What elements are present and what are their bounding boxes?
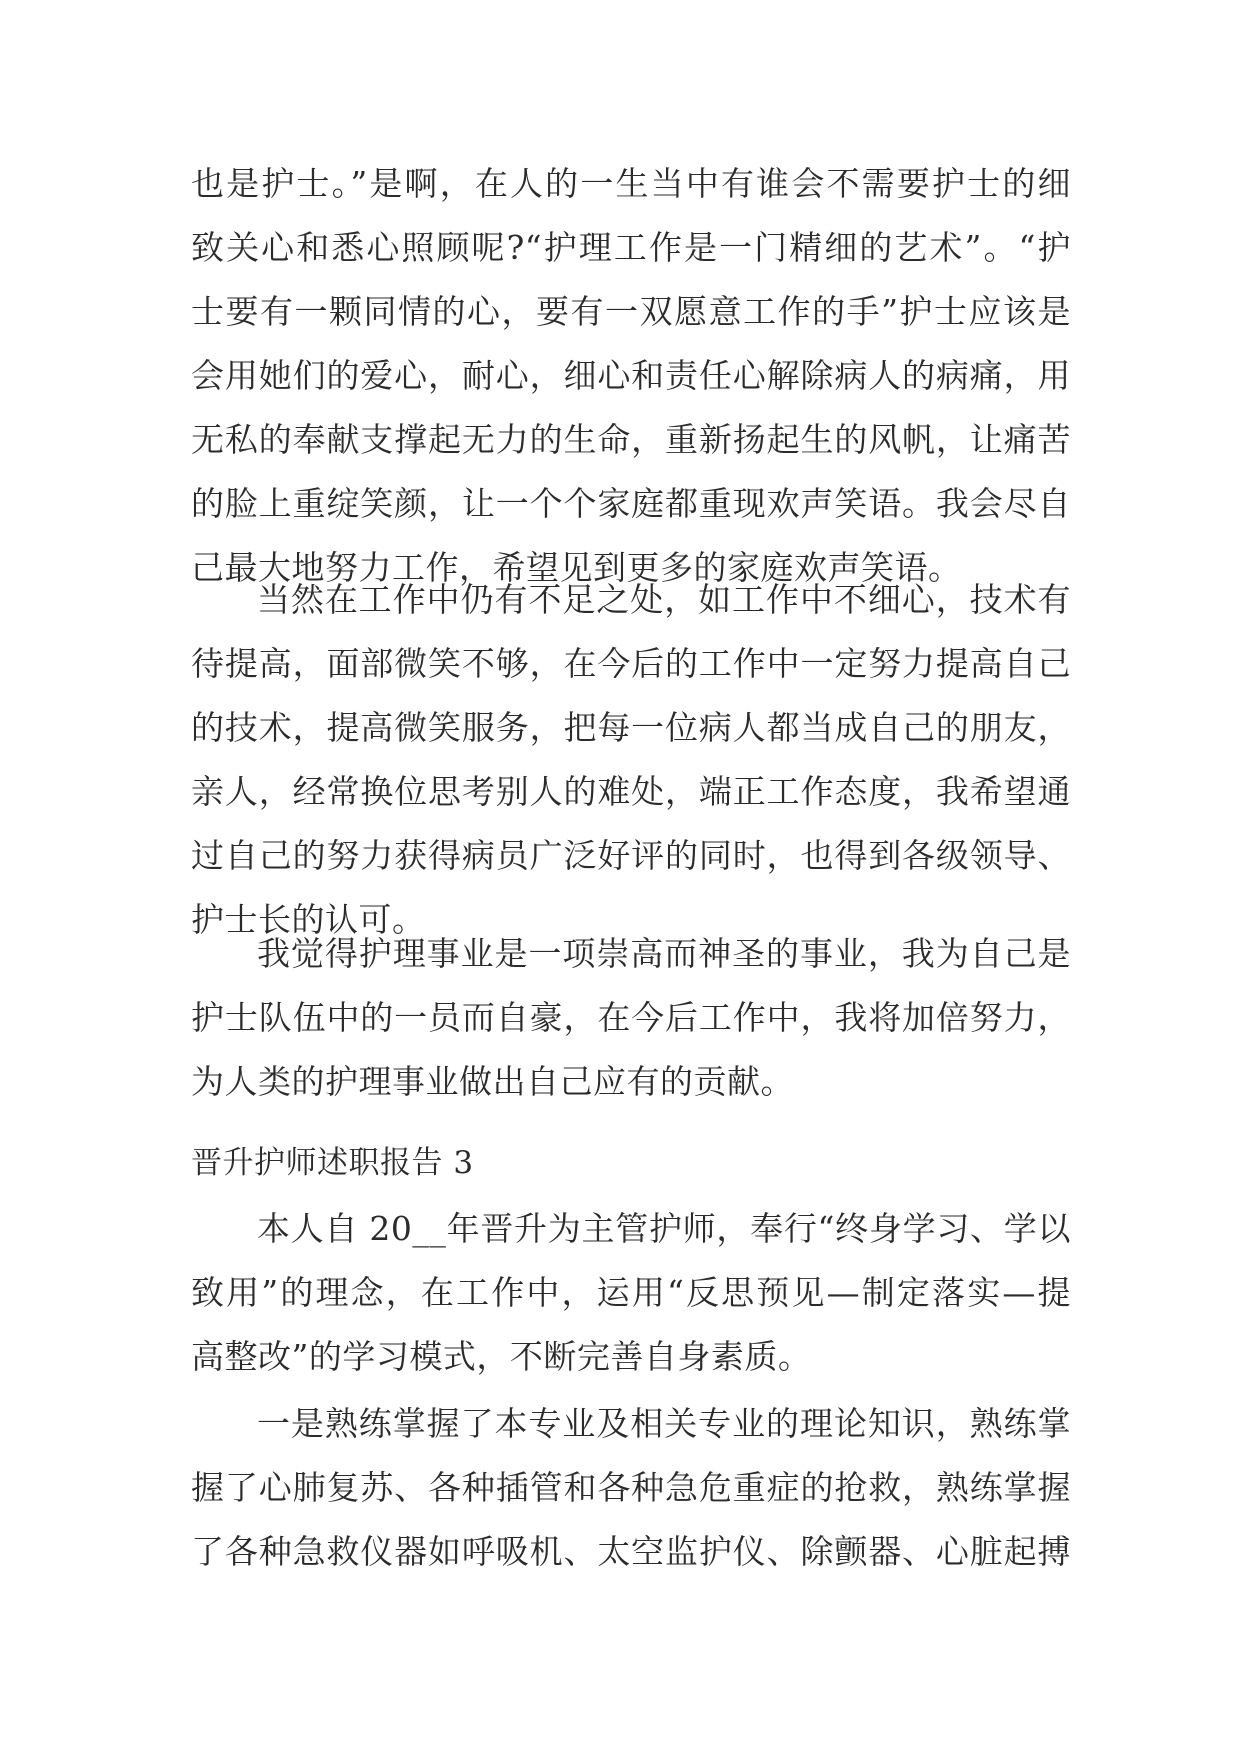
- text-line: 的技术，提高微笑服务，把每一位病人都当成自己的朋友，: [191, 708, 1071, 747]
- paragraph-3: [191, 922, 1071, 1114]
- text-line: 护士长的认可。: [191, 900, 426, 939]
- text-line: 的脸上重绽笑颜，让一个个家庭都重现欢声笑语。我会尽自: [191, 484, 1071, 523]
- section-heading: 晋升护师述职报告 3: [191, 1145, 474, 1181]
- text-line: 当然在工作中仍有不足之处，如工作中不细心，技术有: [257, 580, 1071, 619]
- text-line: 致用”的理念，在工作中，运用“反思预见—制定落实—提: [191, 1273, 1071, 1312]
- paragraph-5: [191, 1392, 1071, 1584]
- text-line: 我觉得护理事业是一项崇高而神圣的事业，我为自己是: [257, 934, 1071, 973]
- text-line: 握了心肺复苏、各种插管和各种急危重症的抢救，熟练掌握: [191, 1468, 1071, 1507]
- text-line: 本人自 20__年晋升为主管护师，奉行“终身学习、学以: [257, 1209, 1071, 1248]
- text-line: 会用她们的爱心，耐心，细心和责任心解除病人的病痛，用: [191, 356, 1071, 395]
- text-line: 致关心和悉心照顾呢?“护理工作是一门精细的艺术”。“护: [191, 228, 1071, 267]
- text-line: 也是护士。”是啊，在人的一生当中有谁会不需要护士的细: [191, 164, 1071, 203]
- text-line: 护士队伍中的一员而自豪，在今后工作中，我将加倍努力，: [191, 998, 1071, 1037]
- paragraph-2: [191, 568, 1071, 952]
- text-line: 为人类的护理事业做出自己应有的贡献。: [191, 1062, 794, 1101]
- text-line: 一是熟练掌握了本专业及相关专业的理论知识，熟练掌: [257, 1404, 1071, 1443]
- text-line: 士要有一颗同情的心，要有一双愿意工作的手”护士应该是: [191, 292, 1071, 331]
- text-line: 高整改”的学习模式，不断完善自身素质。: [191, 1337, 812, 1376]
- text-line: 待提高，面部微笑不够，在今后的工作中一定努力提高自己: [191, 644, 1071, 683]
- text-line: 过自己的努力获得病员广泛好评的同时，也得到各级领导、: [191, 836, 1071, 875]
- text-line: 己最大地努力工作，希望见到更多的家庭欢声笑语。: [191, 548, 962, 587]
- text-line: 了各种急救仪器如呼吸机、太空监护仪、除颤器、心脏起搏: [191, 1532, 1071, 1571]
- paragraph-1: [191, 152, 1071, 600]
- paragraph-4: [191, 1197, 1071, 1389]
- text-line: 无私的奉献支撑起无力的生命，重新扬起生的风帆，让痛苦: [191, 420, 1071, 459]
- text-line: 亲人，经常换位思考别人的难处，端正工作态度，我希望通: [191, 772, 1071, 811]
